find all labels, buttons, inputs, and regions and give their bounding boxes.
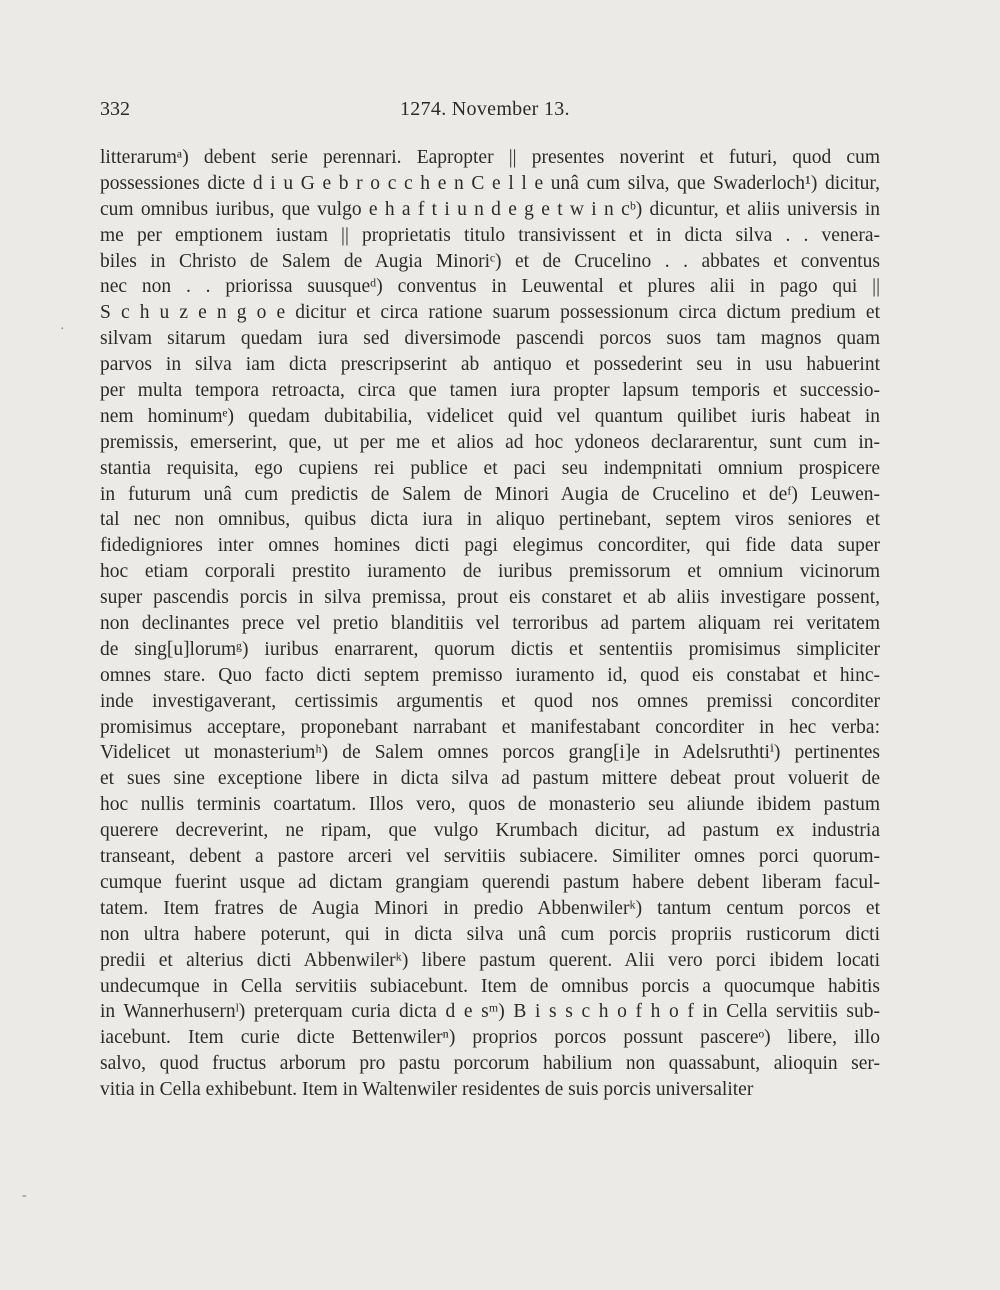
text-line: tal nec non omnibus, quibus dicta iura in aliquo pertinebant, septem viros seniores et [100,509,880,531]
page-header [100,98,880,132]
document-body [100,145,880,1103]
page-number: 332 [100,98,130,120]
text-line: transeant, debent a pastore arceri vel servitiis subiacere. Similiter omnes porci quorum- [100,846,880,868]
text-line: predii et alterius dicti Abbenwilerᵏ) libere pastum querent. Alii vero porci ibidem locati [100,949,880,971]
text-line: hoc nullis terminis coartatum. Illos vero, quos de monasterio seu aliunde ibidem pastum [100,794,880,816]
text-line: biles in Christo de Salem de Augia Minoriᶜ) et de Crucelino . . abbates et conventus [100,250,880,272]
text-line: non ultra habere poterunt, qui in dicta silva unâ cum porcis propriis rusticorum dicti [100,923,880,945]
text-line: hoc etiam corporali prestito iuramento de iuribus premissorum et omnium vicinorum [100,561,880,583]
running-title: 1274. November 13. [400,98,570,120]
text-line: salvo, quod fructus arborum pro pastu porcorum habilium non quassabunt, alioquin ser- [100,1053,880,1075]
text-line: in futurum unâ cum predictis de Salem de Minori Augia de Crucelino et deᶠ) Leuwen- [100,483,880,505]
text-line: undecumque in Cella servitiis subiacebunt. Item de omnibus porcis a quocumque habitis [100,975,880,997]
text-line: Videlicet ut monasteriumʰ) de Salem omnes porcos grang[i]e in Adelsruthtiⁱ) pertinentes [100,742,880,764]
text-line: cum omnibus iuribus, que vulgo e h a f t i u n d e g e t w i n cᵇ) dicuntur, et aliis universis in [100,198,880,220]
text-line: stantia requisita, ego cupiens rei publice et paci seu indempnitati omnium prospicere [100,457,880,479]
margin-dot: · [60,322,65,337]
margin-dash: - [22,1188,27,1203]
text-line: tatem. Item fratres de Augia Minori in predio Abbenwilerᵏ) tantum centum porcos et [100,897,880,919]
text-line: nem hominumᵉ) quedam dubitabilia, videlicet quid vel quantum quilibet iuris habeat in [100,405,880,427]
text-line: omnes stare. Quo facto dicti septem premisso iuramento id, quod eis constabat et hinc- [100,664,880,686]
text-line: per multa tempora retroacta, circa que tamen iura propter lapsum temporis et successio- [100,380,880,402]
text-line: nec non . . priorissa suusqueᵈ) conventus in Leuwental et plures alii in pago qui || [100,276,880,298]
text-line: non declinantes prece vel pretio blanditiis vel terroribus ad partem aliquam rei veritatem [100,613,880,635]
text-line: premissis, emerserint, que, ut per me et alios ad hoc ydoneos declararentur, sunt cum in- [100,431,880,453]
text-line: S c h u z e n g o e dicitur et circa ratione suarum possessionum circa dictum predium et [100,302,880,324]
text-line: cumque fuerint usque ad dictam grangiam querendi pastum habere debent liberam facul- [100,871,880,893]
text-line: vitia in Cella exhibebunt. Item in Waltenwiler residentes de suis porcis universaliter [100,1079,754,1101]
text-line: possessiones dicte d i u G e b r o c c h e n C e l l e unâ cum silva, que Swaderloch¹) dicitur, [100,172,880,194]
text-line: fidedigniores inter omnes homines dicti pagi elegimus concorditer, qui fide data super [100,535,880,557]
text-line: litterarumᵃ) debent serie perennari. Eapropter || presentes noverint et futuri, quod cum [100,147,880,168]
text-line: de sing[u]lorumᵍ) iuribus enarrarent, quorum dictis et sententiis promisimus simpliciter [100,638,880,660]
text-line: inde investigaverant, certissimis argumentis et quod nos omnes premissi concorditer [100,690,880,712]
text-line: iacebunt. Item curie dicte Bettenwilerⁿ) proprios porcos possunt pascereᵒ) libere, illo [100,1027,880,1049]
text-line: in Wannerhusernˡ) preterquam curia dicta d e sᵐ) B i s s c h o f h o f in Cella servitiis sub- [100,1001,880,1023]
text-line: promisimus acceptare, proponebant narrabant et manifestabant concorditer in hec verba: [100,716,880,738]
text-line: parvos in silva iam dicta prescripserint ab antiquo et possederint seu in usu habuerint [100,354,880,376]
text-line: super pascendis porcis in silva premissa, prout eis constaret et ab aliis investigare possent, [100,587,880,609]
text-line: querere decreverint, ne ripam, que vulgo Krumbach dicitur, ad pastum ex industria [100,820,880,842]
text-line: silvam sitarum quedam iura sed diversimode pascendi porcos suos tam magnos quam [100,328,880,350]
text-line: et sues sine exceptione libere in dicta silva ad pastum mittere debeat prout voluerit de [100,768,880,790]
text-line: me per emptionem iustam || proprietatis titulo transivissent et in dicta silva . . venera- [100,224,880,246]
